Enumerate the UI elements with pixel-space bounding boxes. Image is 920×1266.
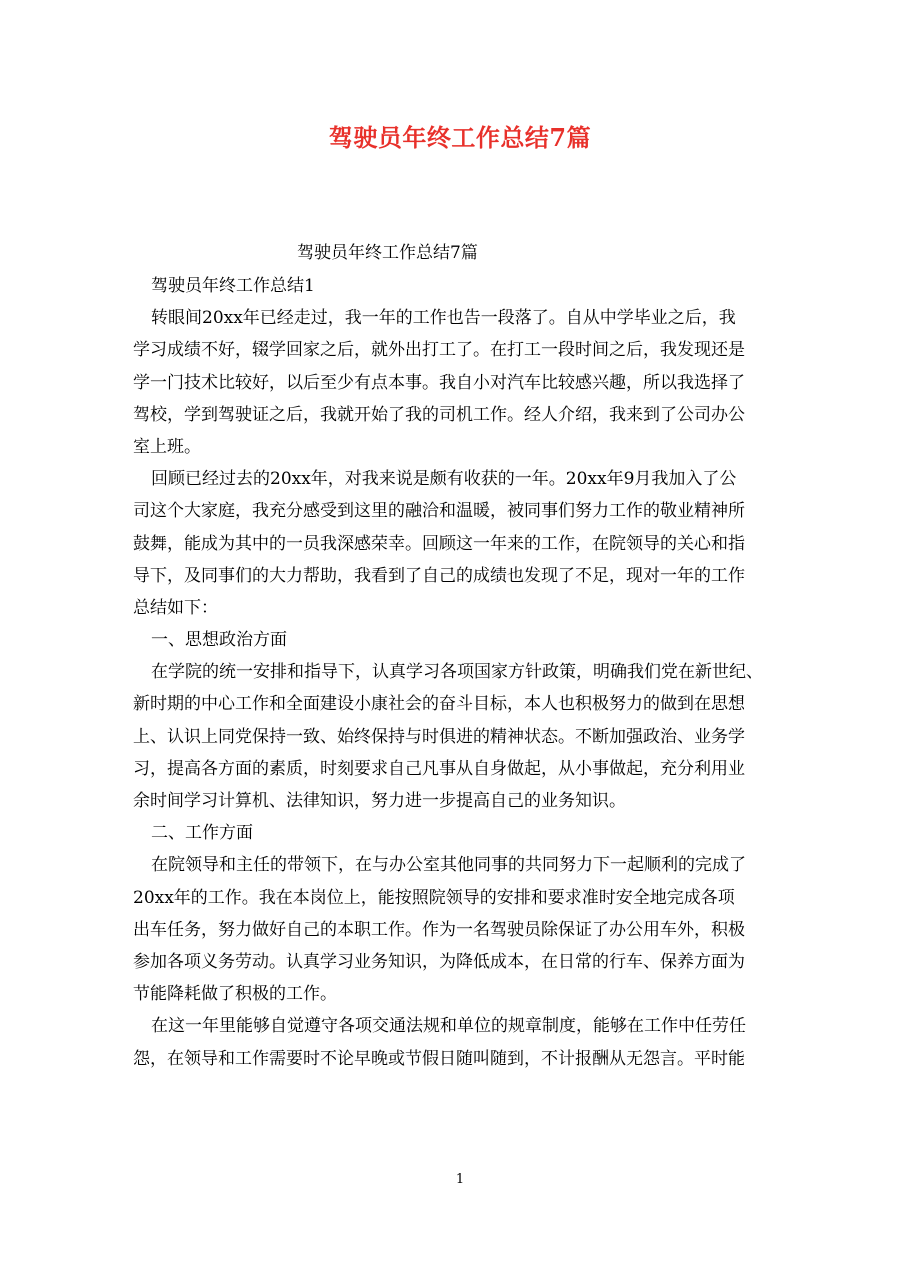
document-subtitle: 驾驶员年终工作总结7篇 xyxy=(297,243,478,263)
body-line: 司这个大家庭，我充分感受到这里的融洽和温暖，被同事们努力工作的敬业精神所 xyxy=(133,501,745,522)
body-line: 导下，及同事们的大力帮助，我看到了自己的成绩也发现了不足，现对一年的工作 xyxy=(133,565,745,586)
document-body xyxy=(133,270,793,1075)
body-line: 驾校，学到驾驶证之后，我就开始了我的司机工作。经人介绍，我来到了公司办公 xyxy=(133,404,745,425)
body-line: 参加各项义务劳动。认真学习业务知识，为降低成本，在日常的行车、保养方面为 xyxy=(133,951,745,972)
body-line: 总结如下： xyxy=(133,597,218,618)
body-line: 出车任务，努力做好自己的本职工作。作为一名驾驶员除保证了办公用车外，积极 xyxy=(133,919,745,940)
body-line: 学习成绩不好，辍学回家之后，就外出打工了。在打工一段时间之后，我发现还是 xyxy=(133,340,745,361)
body-line: 怨，在领导和工作需要时不论早晚或节假日随叫随到，不计报酬从无怨言。平时能 xyxy=(133,1048,745,1069)
body-line: 新时期的中心工作和全面建设小康社会的奋斗目标，本人也积极努力的做到在思想 xyxy=(133,694,745,715)
body-line: 回顾已经过去的20xx年，对我来说是颇有收获的一年。20xx年9月我加入了公 xyxy=(151,469,737,490)
body-line: 在学院的统一安排和指导下，认真学习各项国家方针政策，明确我们党在新世纪、 xyxy=(151,662,763,683)
body-line: 驾驶员年终工作总结1 xyxy=(151,276,315,296)
body-line: 在这一年里能够自觉遵守各项交通法规和单位的规章制度，能够在工作中任劳任 xyxy=(151,1016,746,1037)
body-line: 余时间学习计算机、法律知识，努力进一步提高自己的业务知识。 xyxy=(133,791,626,811)
body-line: 一、思想政治方面 xyxy=(151,630,287,651)
body-line: 习，提高各方面的素质，时刻要求自己凡事从自身做起，从小事做起，充分利用业 xyxy=(133,758,745,779)
body-line: 二、工作方面 xyxy=(151,823,253,844)
document-title: 驾驶员年终工作总结7篇 xyxy=(328,123,592,152)
body-line: 室上班。 xyxy=(133,436,201,457)
body-line: 在院领导和主任的带领下，在与办公室其他同事的共同努力下一起顺利的完成了 xyxy=(151,855,746,876)
body-line: 节能降耗做了积极的工作。 xyxy=(133,984,337,1005)
body-line: 20xx年的工作。我在本岗位上，能按照院领导的安排和要求准时安全地完成各项 xyxy=(133,887,735,908)
body-line: 鼓舞，能成为其中的一员我深感荣幸。回顾这一年来的工作，在院领导的关心和指 xyxy=(133,533,745,554)
body-line: 上、认识上同党保持一致、始终保持与时俱进的精神状态。不断加强政治、业务学 xyxy=(133,726,745,747)
body-line: 学一门技术比较好，以后至少有点本事。我自小对汽车比较感兴趣，所以我选择了 xyxy=(133,372,745,393)
page-number: 1 xyxy=(455,1172,465,1187)
body-line: 转眼间20xx年已经走过，我一年的工作也告一段落了。自从中学毕业之后，我 xyxy=(151,308,736,329)
